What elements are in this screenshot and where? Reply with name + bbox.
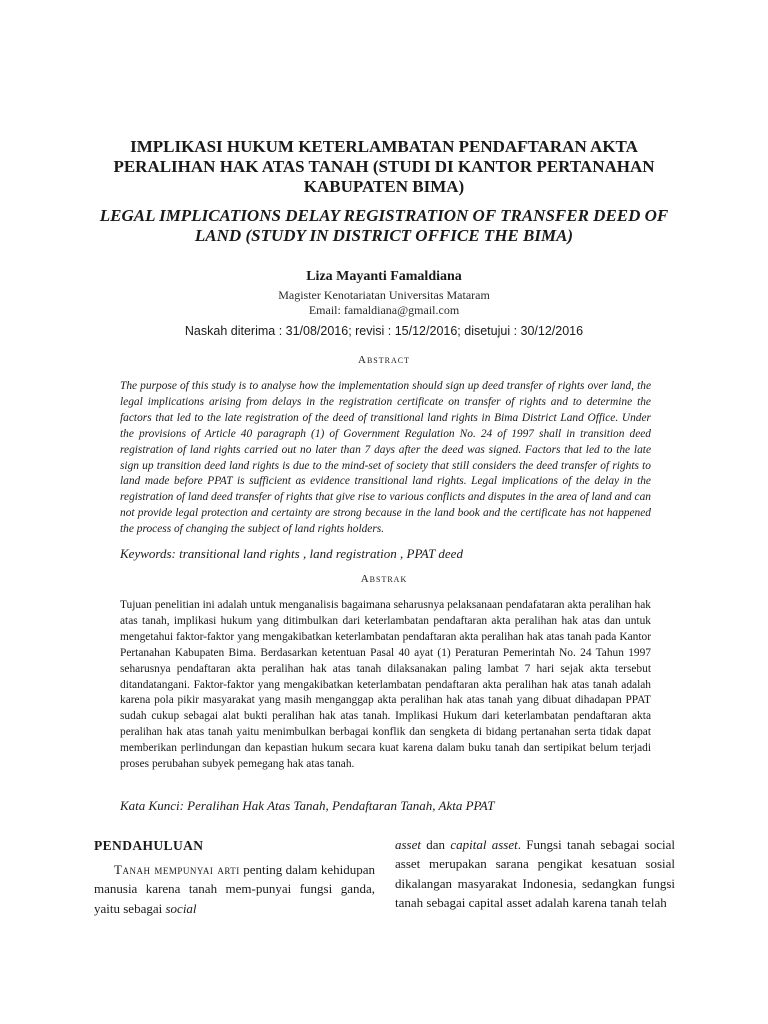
paper-subtitle: LEGAL IMPLICATIONS DELAY REGISTRATION OF TRANSFER DEED OF LAND (STUDY IN DISTRICT OFFICE THE BIMA) <box>99 206 669 245</box>
paper-title: IMPLIKASI HUKUM KETERLAMBATAN PENDAFTARAN AKTA PERALIHAN HAK ATAS TANAH (STUDI DI KANTOR PERTANAHAN KABUPATEN BIMA) <box>113 137 655 196</box>
intro-right-italic-start: asset <box>395 837 421 852</box>
intro-right-italic-mid: capital asset <box>450 837 518 852</box>
intro-left-text: penting dalam kehidupan manusia karena tanah mem-punyai fungsi ganda, yaitu sebagai <box>94 862 375 916</box>
kata-kunci: Kata Kunci: Peralihan Hak Atas Tanah, Pendaftaran Tanah, Akta PPAT <box>120 798 495 813</box>
intro-lead-smallcaps: Tanah mempunyai arti <box>114 862 240 877</box>
intro-left-column <box>94 860 375 918</box>
abstrak-body: Tujuan penelitian ini adalah untuk menganalisis bagaimana seharusnya pelaksanaan pendafataran akta peralihan hak atas tanah, implikasi hukum yang ditimbulkan dari keterlambatan pendaftaran akta peralihan hak atas dan untuk mengetahui faktor-faktor yang mengakibatkan keterlambatan pendaftaran akta peralihan hak atas tanah pada Kantor Pertanahan Kabupaten Bima. Berdasarkan ketentuan Pasal 40 ayat (1) Peraturan Pemerintah No. 24 Tahun 1997 seharusnya pendaftaran akta peralihan hak atas tanah dilaksanakan paling lambat 7 hari sejak akta tersebut ditandatangani. Faktor-faktor yang mengakibatkan keterlambatan pendaftaran akta peralihan hak atas tanah adalah karena pola pikir masyarakat yang masih menganggap akta peralihan hak atas tanah yang dibuat dihadapan PPAT sudah cukup sebagai alat bukti peralihan hak atas tanah. Implikasi Hukum dari keterlambatan pendaftaran akta peralihan hak atas tanah yaitu menimbulkan berbagai konflik dan sengketa di bidang pertanahan serta tidak dapat memberikan perlindungan dan kepastian hukum secara kuat karena dalam buku tanah dan sertipikat belum terjadi proses perubahan subyek pemegang hak atas tanah. <box>120 599 651 771</box>
abstract-heading: Abstract <box>358 354 410 366</box>
section-heading-pendahuluan: PENDAHULUAN <box>94 838 204 853</box>
submission-dates: Naskah diterima : 31/08/2016; revisi : 15/12/2016; disetujui : 30/12/2016 <box>184 324 584 338</box>
intro-right-and: dan <box>421 837 451 852</box>
author-name: Liza Mayanti Famaldiana <box>306 269 462 284</box>
author-affiliation: Magister Kenotariatan Universitas Mataram <box>278 288 490 302</box>
keywords: Keywords: transitional land rights , land registration , PPAT deed <box>120 546 463 561</box>
intro-right-text: . Fungsi tanah sebagai social asset merupakan sarana pengikat kesatuan sosial dikalangan masyarakat Indonesia, sedangkan fungsi tanah sebagai capital asset adalah karena tanah telah <box>395 837 675 911</box>
abstract-body: The purpose of this study is to analyse how the implementation should sign up deed transfer of rights over land, the legal implications arising from delays in the registration certificate on transfer of rights and to determine the factors that led to the late registration of the deed of transitional land rights in Bima District Land Office. Under the provisions of Article 40 paragraph (1) of Government Regulation No. 24 of 1997 shall in transition deed registration of land rights carried out no later than 7 days after the deed was signed. Factors that led to the late sign up transition deed land rights is due to the mind-set of society that still considers the deed transfer of rights to land made before PPAT is sufficient as evidence transitional land rights. Legal implications of the delay in the registration of land deed transfer of rights that give rise to various conflicts and disputes in the area of land and can not provide legal protection and certainty are strong because in the land book and the certificate has not happened the process of changing the subject of land rights holders. <box>120 380 652 536</box>
author-email: Email: famaldiana@gmail.com <box>308 303 460 317</box>
intro-right-column <box>395 835 675 913</box>
intro-left-italic: social <box>165 900 197 916</box>
abstrak-heading: Abstrak <box>360 573 408 585</box>
